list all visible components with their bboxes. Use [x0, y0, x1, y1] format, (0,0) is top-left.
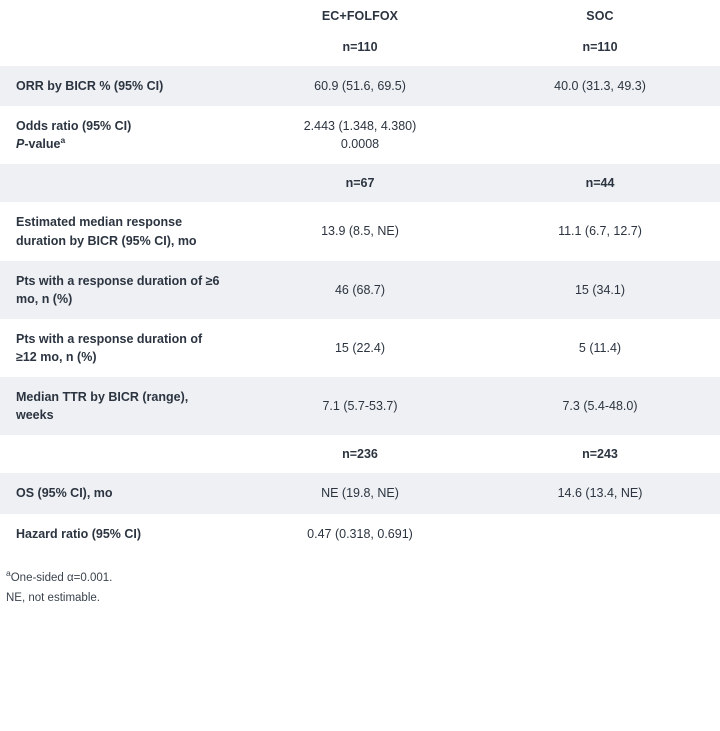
footnotes: [0, 554, 720, 608]
header-cell-arm2: SOC: [480, 0, 720, 32]
header-n-arm1: n=110: [240, 32, 480, 66]
row-label-line2-italic: P: [16, 137, 25, 152]
table-row: [0, 106, 720, 164]
row-value-arm2: 11.1 (6.7, 12.7): [480, 202, 720, 260]
row-value-arm2: 14.6 (13.4, NE): [480, 473, 720, 513]
header-n-arm2: n=110: [480, 32, 720, 66]
row-label: ORR by BICR % (95% CI): [0, 66, 240, 106]
table-row: [0, 514, 720, 554]
row-label: [0, 106, 240, 164]
table-row: [0, 377, 720, 435]
footnote-marker-a-text: a: [6, 567, 11, 578]
row-label: Estimated median response duration by BICR (95% CI), mo: [0, 202, 240, 260]
table-subheader-row: [0, 435, 720, 473]
table-row: [0, 261, 720, 319]
row-value-arm2: [480, 106, 720, 164]
row-value-arm1: 60.9 (51.6, 69.5): [240, 66, 480, 106]
row-label: [0, 435, 240, 473]
row-label: Median TTR by BICR (range), weeks: [0, 377, 240, 435]
row-label: OS (95% CI), mo: [0, 473, 240, 513]
footnote-line-1-text: One-sided α=0.001.: [10, 571, 113, 584]
table-row: [0, 66, 720, 106]
row-value-arm2: 7.3 (5.4-48.0): [480, 377, 720, 435]
row-value-arm2: [480, 514, 720, 554]
table-row: [0, 202, 720, 260]
row-label-line2-rest: -value: [24, 137, 61, 152]
row-value-arm1: 0.47 (0.318, 0.691): [240, 514, 480, 554]
table-subheader-row: [0, 164, 720, 202]
row-label-line1: Odds ratio (95% CI): [16, 119, 132, 134]
header-cell-arm1: EC+FOLFOX: [240, 0, 480, 32]
header-cell-empty: [0, 0, 240, 32]
row-value-arm2: 5 (11.4): [480, 319, 720, 377]
table-header-n-row: [0, 32, 720, 66]
row-value-arm1: 46 (68.7): [240, 261, 480, 319]
row-value-arm1-line1: 2.443 (1.348, 4.380): [303, 119, 417, 134]
row-value-arm1: NE (19.8, NE): [240, 473, 480, 513]
table-row: [0, 319, 720, 377]
row-subn-arm1: n=236: [240, 435, 480, 473]
row-value-arm2: 15 (34.1): [480, 261, 720, 319]
footnote-line-2: NE, not estimable.: [6, 591, 100, 604]
row-subn-arm1: n=67: [240, 164, 480, 202]
table-row: [0, 473, 720, 513]
table-header-row: [0, 0, 720, 32]
footnote-line-1: [6, 568, 720, 588]
row-subn-arm2: n=243: [480, 435, 720, 473]
header-n-empty: [0, 32, 240, 66]
row-label: [0, 164, 240, 202]
row-value-arm1: [240, 106, 480, 164]
row-value-arm2: 40.0 (31.3, 49.3): [480, 66, 720, 106]
row-value-arm1: 7.1 (5.7-53.7): [240, 377, 480, 435]
row-label-line2: [16, 135, 226, 153]
row-label: Hazard ratio (95% CI): [0, 514, 240, 554]
row-value-arm1-line2: 0.0008: [340, 137, 380, 152]
row-label: Pts with a response duration of ≥12 mo, n (%): [0, 319, 240, 377]
row-subn-arm2: n=44: [480, 164, 720, 202]
footnote-marker-a: a: [60, 135, 66, 146]
row-label: Pts with a response duration of ≥6 mo, n (%): [0, 261, 240, 319]
row-value-arm1: 15 (22.4): [240, 319, 480, 377]
row-value-arm1: 13.9 (8.5, NE): [240, 202, 480, 260]
